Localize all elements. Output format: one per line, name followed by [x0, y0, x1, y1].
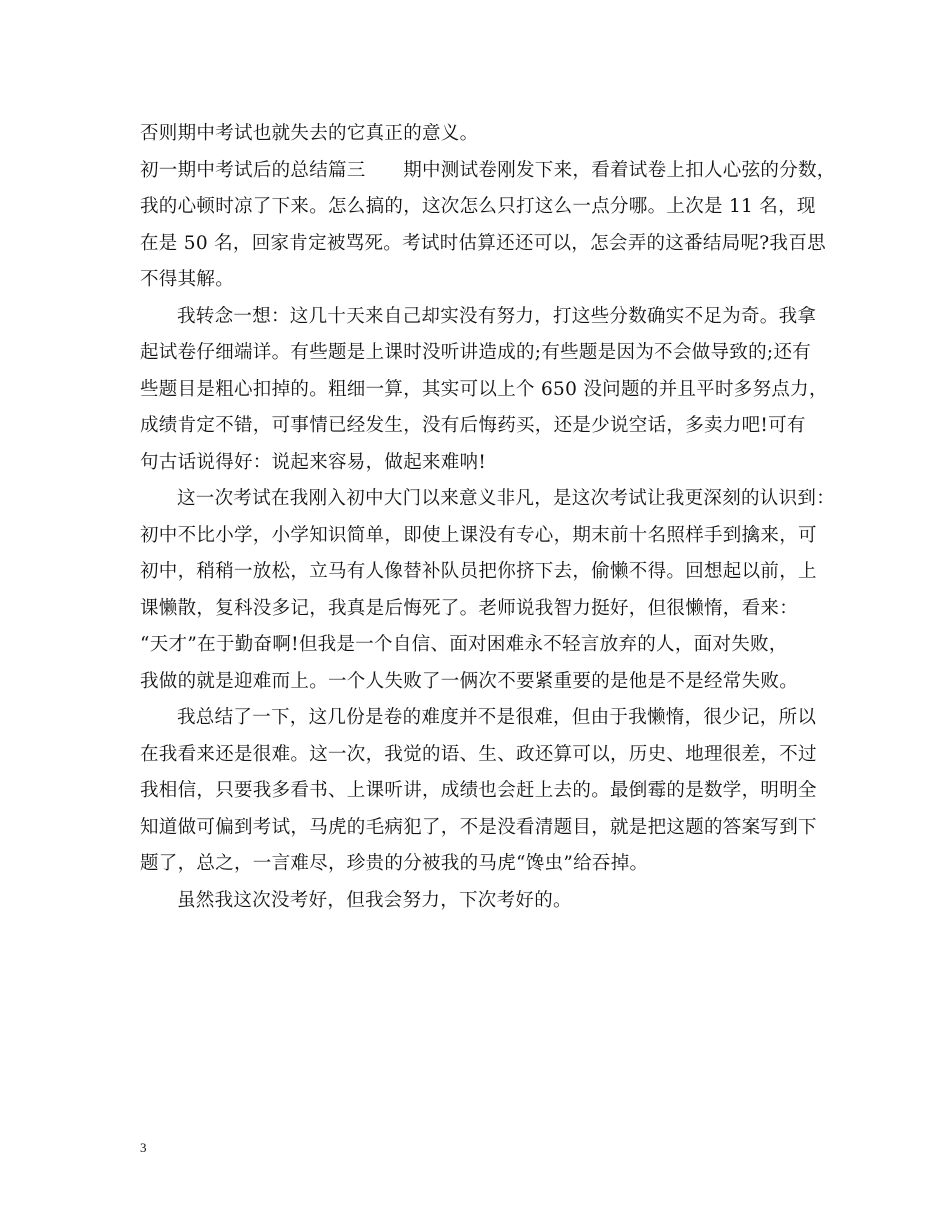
text-line: 成绩肯定不错，可事情已经发生，没有后悔药买，还是少说空话，多卖力吧!可有 — [140, 415, 806, 436]
text-line: 初一期中考试后的总结篇三 期中测试卷刚发下来，看着试卷上扣人心弦的分数， — [140, 159, 836, 181]
text-line: 句古话说得好：说起来容易，做起来难呐! — [140, 451, 487, 473]
paragraph-first-line: 这一次考试在我刚入初中大门以来意义非凡，是这次考试让我更深刻的认识到： — [177, 488, 836, 509]
paragraph-first-line: 虽然我这次没考好，但我会努力，下次考好的。 — [177, 889, 572, 911]
text-line: 题了，总之，一言难尽，珍贵的分被我的马虎“馋虫”给吞掉。 — [140, 853, 649, 874]
text-line: 在我看来还是很难。这一次，我觉的语、生、政还算可以，历史、地理很差，不过 — [140, 743, 817, 765]
text-line: 不得其解。 — [140, 269, 235, 290]
text-line: 知道做可偏到考试，马虎的毛病犯了，不是没看清题目，就是把这题的答案写到下 — [140, 816, 817, 838]
text-line: 否则期中考试也就失去的它真正的意义。 — [140, 123, 479, 144]
text-line: 初中，稍稍一放松，立马有人像替补队员把你挤下去，偷懒不得。回想起以前，上 — [140, 561, 817, 582]
text-line: 起试卷仔细端详。有些题是上课时没听讲造成的;有些题是因为不会做导致的;还有 — [140, 342, 812, 363]
text-line: “天才”在于勤奋啊!但我是一个自信、面对困难永不轻言放弃的人，面对失败， — [140, 634, 788, 655]
page-number: 3 — [140, 1140, 147, 1155]
paragraph-first-line: 我总结了一下，这几份是卷的难度并不是很难，但由于我懒惰，很少记，所以 — [177, 707, 817, 728]
text-line: 初中不比小学，小学知识简单，即使上课没有专心，期末前十名照样手到擒来，可 — [140, 524, 817, 546]
text-line: 我相信，只要我多看书、上课听讲，成绩也会赶上去的。最倒霉的是数学，明明全 — [140, 780, 817, 801]
text-line: 我的心顿时凉了下来。怎么搞的，这次怎么只打这么一点分哪。上次是 11 名，现 — [140, 196, 816, 217]
text-line: 在是 50 名，回家肯定被骂死。考试时估算还还可以，怎会弄的这番结局呢?我百思 — [140, 232, 826, 254]
document-body — [140, 116, 840, 919]
text-line: 我做的就是迎难而上。一个人失败了一俩次不要紧重要的是他是不是经常失败。 — [140, 670, 799, 692]
text-line: 些题目是粗心扣掉的。粗细一算，其实可以上个 650 没问题的并且平时多努点力， — [140, 378, 828, 400]
paragraph-first-line: 我转念一想：这几十天来自己却实没有努力，打这些分数确实不足为奇。我拿 — [177, 305, 817, 327]
text-line: 课懒散，复科没多记，我真是后悔死了。老师说我智力挺好，但很懒惰，看来： — [140, 597, 799, 619]
